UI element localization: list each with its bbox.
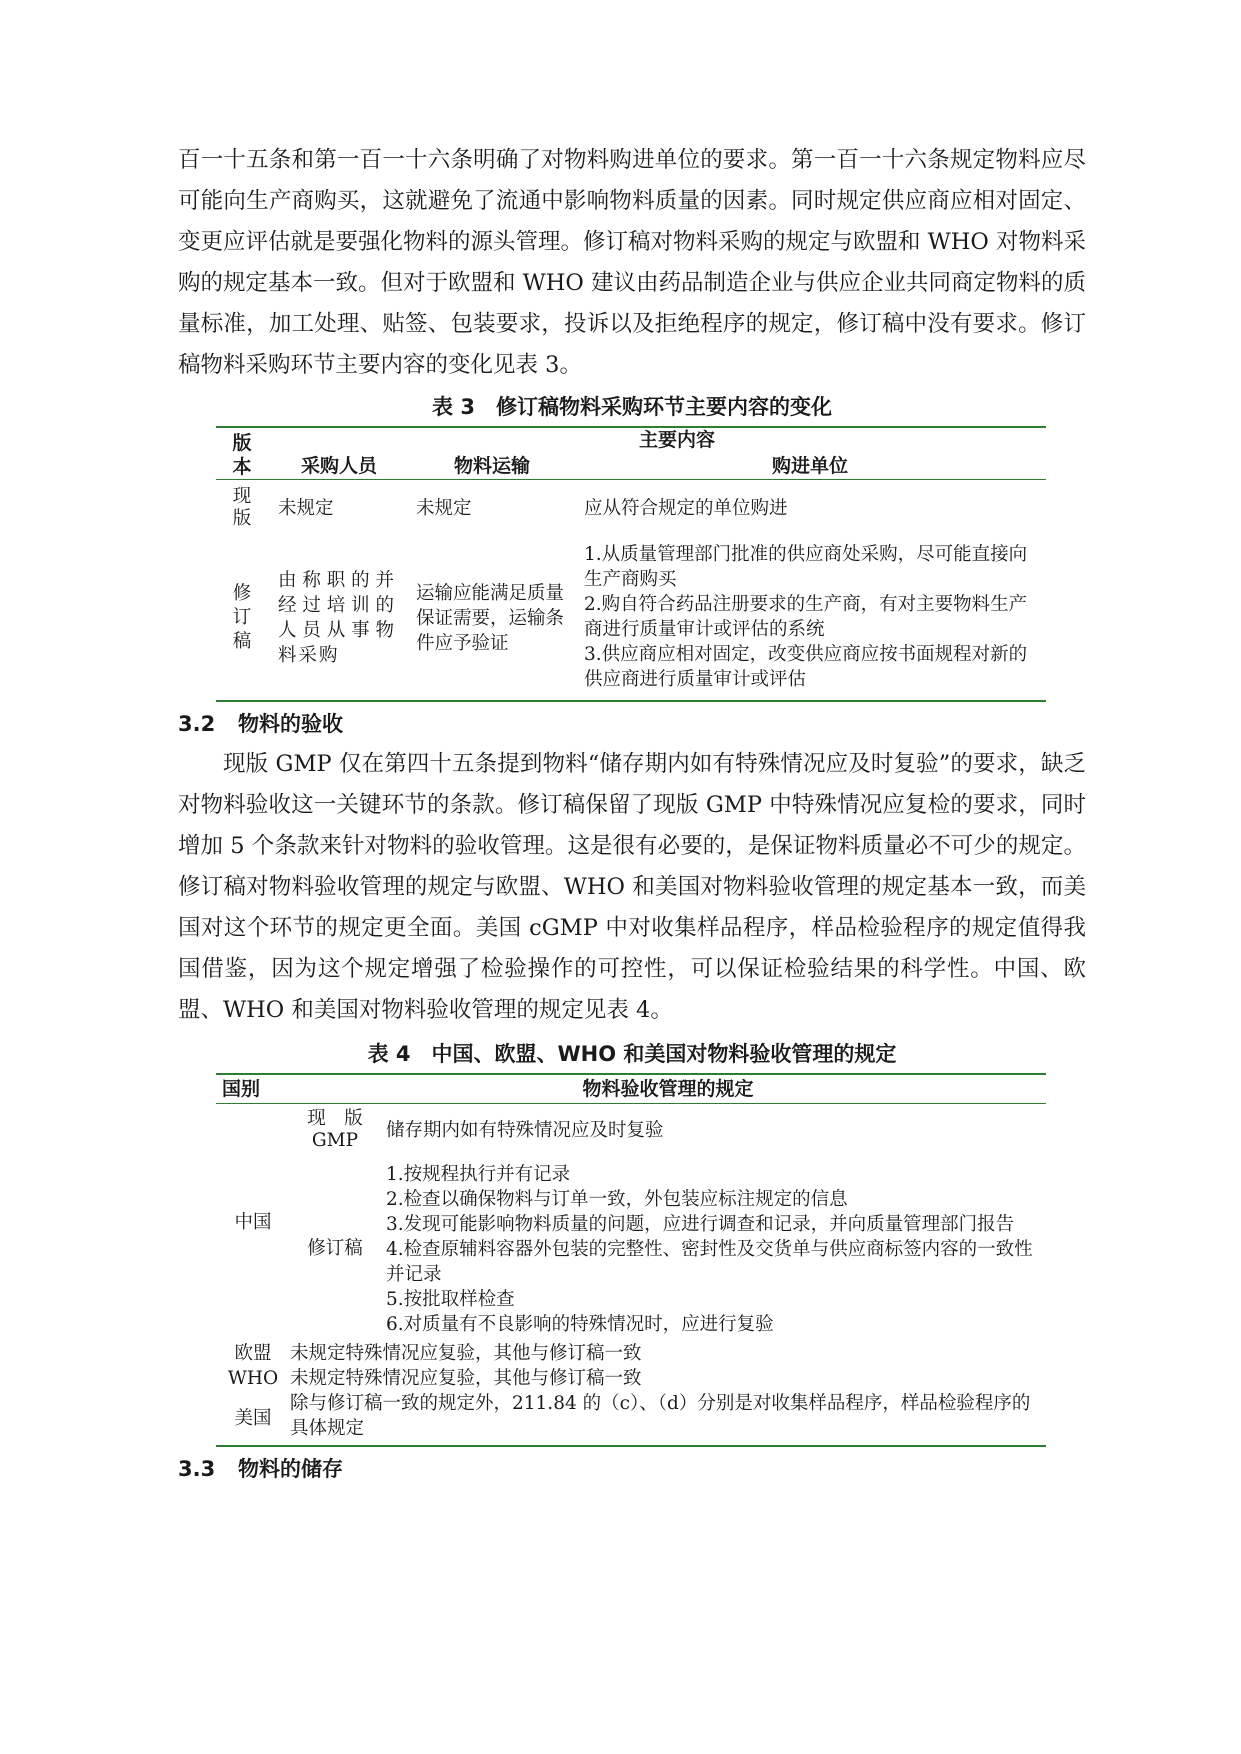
table4-china-revised-list bbox=[380, 1156, 1046, 1341]
table4-row-who bbox=[216, 1366, 1046, 1391]
list-item: 5.按批取样检查 bbox=[386, 1289, 515, 1310]
table4-who-text: 未规定特殊情况应复验，其他与修订稿一致 bbox=[290, 1368, 642, 1389]
table4-eu-text: 未规定特殊情况应复验，其他与修订稿一致 bbox=[290, 1343, 642, 1364]
table3-caption: 表 3 修订稿物料采购环节主要内容的变化 bbox=[432, 395, 832, 419]
paragraph-procurement: 百一十五条和第一百一十六条明确了对物料购进单位的要求。第一百一十六条规定物料应尽可能向生产商购买，这就避免了流通中影响物料质量的因素。同时规定供应商应相对固定、变更应评估就是要强化物料的源头管理。修订稿对物料采购的规定与欧盟和 WHO 对物料采购的规定基本一致。但对于欧盟和 WHO 建议由药品制造企业与供应企业共同商定物料的质量标准，加工处理、贴签、包装要求，投诉以及拒绝程序的规定，修订稿中没有要求。修订稿物料采购环节主要内容的变化见表 3。 bbox=[178, 147, 1086, 378]
table3-row-revised bbox=[216, 536, 1046, 701]
table3-cell-buyer: 由称职的并经过培训的人员从事物料采购 bbox=[278, 570, 396, 666]
list-item: 3.发现可能影响物料质量的问题，应进行调查和记录，并向质量管理部门报告 bbox=[386, 1214, 1015, 1235]
table3-row-version: 现版 bbox=[232, 486, 252, 529]
section-heading-3-3: 3.3 物料的储存 bbox=[178, 1457, 343, 1481]
table4-china-current-text: 储存期内如有特殊情况应及时复验 bbox=[386, 1119, 664, 1141]
list-item: 1.按规程执行并有记录 bbox=[386, 1164, 571, 1185]
table4-header-country: 国别 bbox=[222, 1077, 261, 1100]
list-item: 4.检查原辅料容器外包装的完整性、密封性及交货单与供应商标签内容的一致性并记录 bbox=[386, 1239, 1033, 1285]
table4-row-china-revised bbox=[216, 1156, 1046, 1341]
table3-header-supplier: 购进单位 bbox=[771, 454, 848, 477]
table3-header-transport: 物料运输 bbox=[453, 454, 530, 477]
table4-row-china-current bbox=[216, 1104, 1046, 1157]
section-heading-3-2: 3.2 物料的验收 bbox=[178, 712, 343, 736]
table4-usa-country: 美国 bbox=[234, 1407, 272, 1429]
table4-usa-text: 除与修订稿一致的规定外，211.84 的（c）、（d）分别是对收集样品程序，样品检验程序的具体规定 bbox=[290, 1393, 1031, 1439]
table4-china-current-label: 现 版 GMP bbox=[307, 1108, 363, 1151]
table3-cell-supplier: 应从符合规定的单位购进 bbox=[584, 497, 788, 519]
table3-header-buyer: 采购人员 bbox=[300, 454, 377, 477]
table3-cell-buyer: 未规定 bbox=[278, 497, 334, 519]
table3-header-version: 版本 bbox=[232, 431, 252, 478]
table4-caption: 表 4 中国、欧盟、WHO 和美国对物料验收管理的规定 bbox=[367, 1042, 897, 1066]
paragraph-acceptance: 现版 GMP 仅在第四十五条提到物料“储存期内如有特殊情况应及时复验”的要求，缺乏对物料验收这一关键环节的条款。修订稿保留了现版 GMP 中特殊情况应复检的要求，同时增加 5 个条款来针对物料的验收管理。这是很有必要的，是保证物料质量必不可少的规定。修订稿对物料验收管理的规定与欧盟、WHO 和美国对物料验收管理的规定基本一致，而美国对这个环节的规定更全面。美国 cGMP 中对收集样品程序，样品检验程序的规定值得我国借鉴，因为这个规定增强了检验操作的可控性，可以保证检验结果的科学性。中国、欧盟、WHO 和美国对物料验收管理的规定见表 4。 bbox=[178, 751, 1086, 1023]
table4-row-usa bbox=[216, 1391, 1046, 1446]
table4-eu-country: 欧盟 bbox=[234, 1343, 272, 1364]
table4 bbox=[216, 1073, 1046, 1447]
table3-header-main: 主要内容 bbox=[638, 429, 715, 451]
list-item: 2.检查以确保物料与订单一致，外包装应标注规定的信息 bbox=[386, 1189, 848, 1210]
list-item: 2.购自符合药品注册要求的生产商，有对主要物料生产商进行质量审计或评估的系统 bbox=[584, 594, 1028, 640]
table4-china-revised-label: 修订稿 bbox=[307, 1238, 363, 1259]
table3-row-version: 修订稿 bbox=[232, 583, 252, 652]
list-item: 6.对质量有不良影响的特殊情况时，应进行复验 bbox=[386, 1314, 774, 1335]
document-page bbox=[178, 140, 1086, 1489]
table4-row-eu bbox=[216, 1341, 1046, 1366]
table4-china-country: 中国 bbox=[234, 1212, 272, 1233]
table4-header-rules: 物料验收管理的规定 bbox=[582, 1077, 754, 1100]
table4-who-country: WHO bbox=[227, 1368, 279, 1389]
table3-cell-transport: 运输应能满足质量保证需要，运输条件应予验证 bbox=[416, 582, 565, 654]
table3-row-current bbox=[216, 480, 1046, 537]
list-item: 1.从质量管理部门批准的供应商处采购，尽可能直接向生产商购买 bbox=[584, 544, 1028, 590]
table3 bbox=[216, 426, 1046, 702]
table3-cell-supplier-list bbox=[574, 536, 1046, 701]
list-item: 3.供应商应相对固定，改变供应商应按书面规程对新的供应商进行质量审计或评估 bbox=[584, 644, 1028, 690]
table3-cell-transport: 未规定 bbox=[416, 497, 472, 519]
